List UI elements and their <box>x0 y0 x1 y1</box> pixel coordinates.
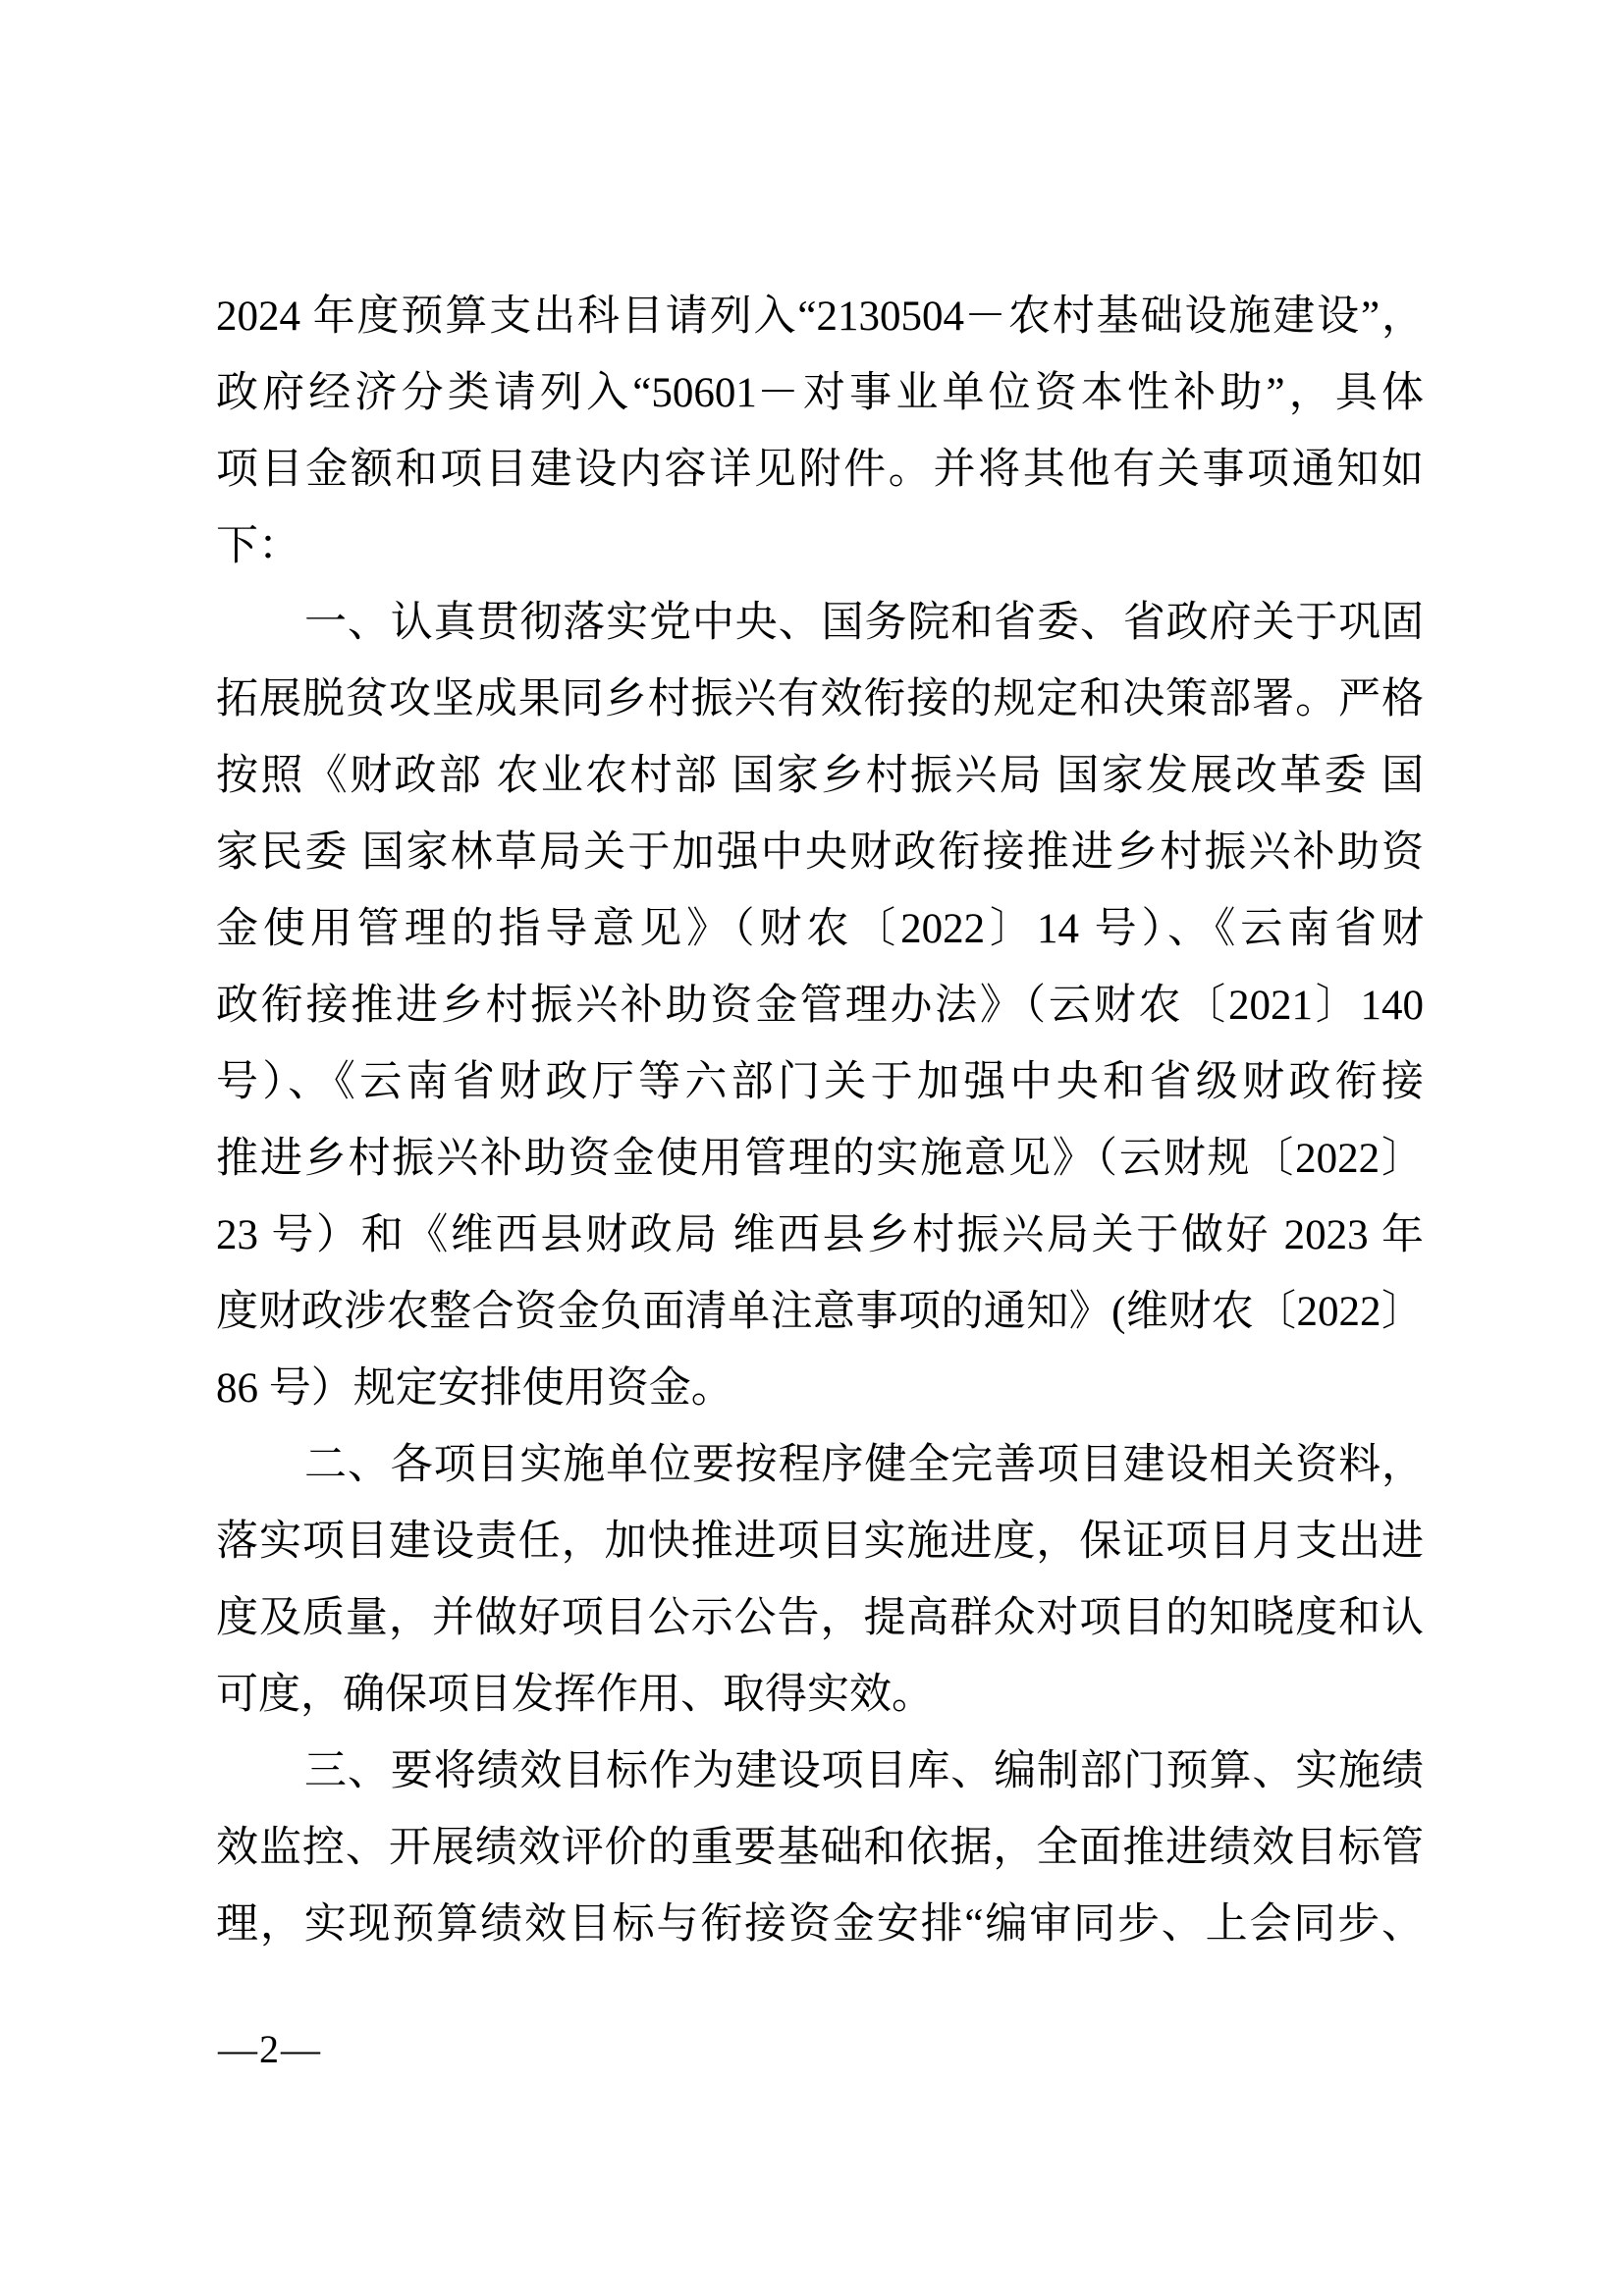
body-line: 按照《财政部 农业农村部 国家乡村振兴局 国家发展改革委 国 <box>216 753 1424 799</box>
body-line: 效监控、开展绩效评价的重要基础和依据，全面推进绩效目标管 <box>216 1825 1424 1871</box>
body-line: 理，实现预算绩效目标与衔接资金安排“编审同步、上会同步、 <box>216 1901 1424 1948</box>
body-line: 2024 年度预算支出科目请列入“2130504－农村基础设施建设”， <box>216 294 1424 340</box>
body-line: 号）、《云南省财政厅等六部门关于加强中央和省级财政衔接 <box>216 1059 1424 1105</box>
body-line: 86 号）规定安排使用资金。 <box>216 1365 733 1412</box>
body-line: 项目金额和项目建设内容详见附件。并将其他有关事项通知如 <box>216 447 1424 493</box>
body-line: 推进乡村振兴补助资金使用管理的实施意见》（云财规〔2022〕 <box>216 1136 1424 1182</box>
body-line: 度财政涉农整合资金负面清单注意事项的通知》(维财农〔2022〕 <box>216 1289 1424 1335</box>
body-line: 拓展脱贫攻坚成果同乡村振兴有效衔接的规定和决策部署。严格 <box>216 676 1424 722</box>
document-body <box>216 279 1424 1963</box>
body-line: 一、认真贯彻落实党中央、国务院和省委、省政府关于巩固 <box>304 600 1424 646</box>
body-line: 三、要将绩效目标作为建设项目库、编制部门预算、实施绩 <box>304 1748 1424 1794</box>
body-line: 可度，确保项目发挥作用、取得实效。 <box>216 1672 934 1718</box>
body-line: 下： <box>216 523 300 569</box>
body-line: 落实项目建设责任，加快推进项目实施进度，保证项目月支出进 <box>216 1519 1424 1565</box>
body-line: 政衔接推进乡村振兴补助资金管理办法》（云财农〔2021〕140 <box>216 983 1424 1029</box>
body-line: 金使用管理的指导意见》（财农〔2022〕14 号）、《云南省财 <box>216 906 1424 952</box>
page-number: —2— <box>218 2027 322 2071</box>
body-line: 政府经济分类请列入“50601－对事业单位资本性补助”，具体 <box>216 370 1424 416</box>
body-line: 度及质量，并做好项目公示公告，提高群众对项目的知晓度和认 <box>216 1595 1424 1641</box>
body-line: 二、各项目实施单位要按程序健全完善项目建设相关资料， <box>304 1442 1424 1488</box>
body-line: 23 号）和《维西县财政局 维西县乡村振兴局关于做好 2023 年 <box>216 1212 1424 1258</box>
body-line: 家民委 国家林草局关于加强中央财政衔接推进乡村振兴补助资 <box>216 829 1424 876</box>
